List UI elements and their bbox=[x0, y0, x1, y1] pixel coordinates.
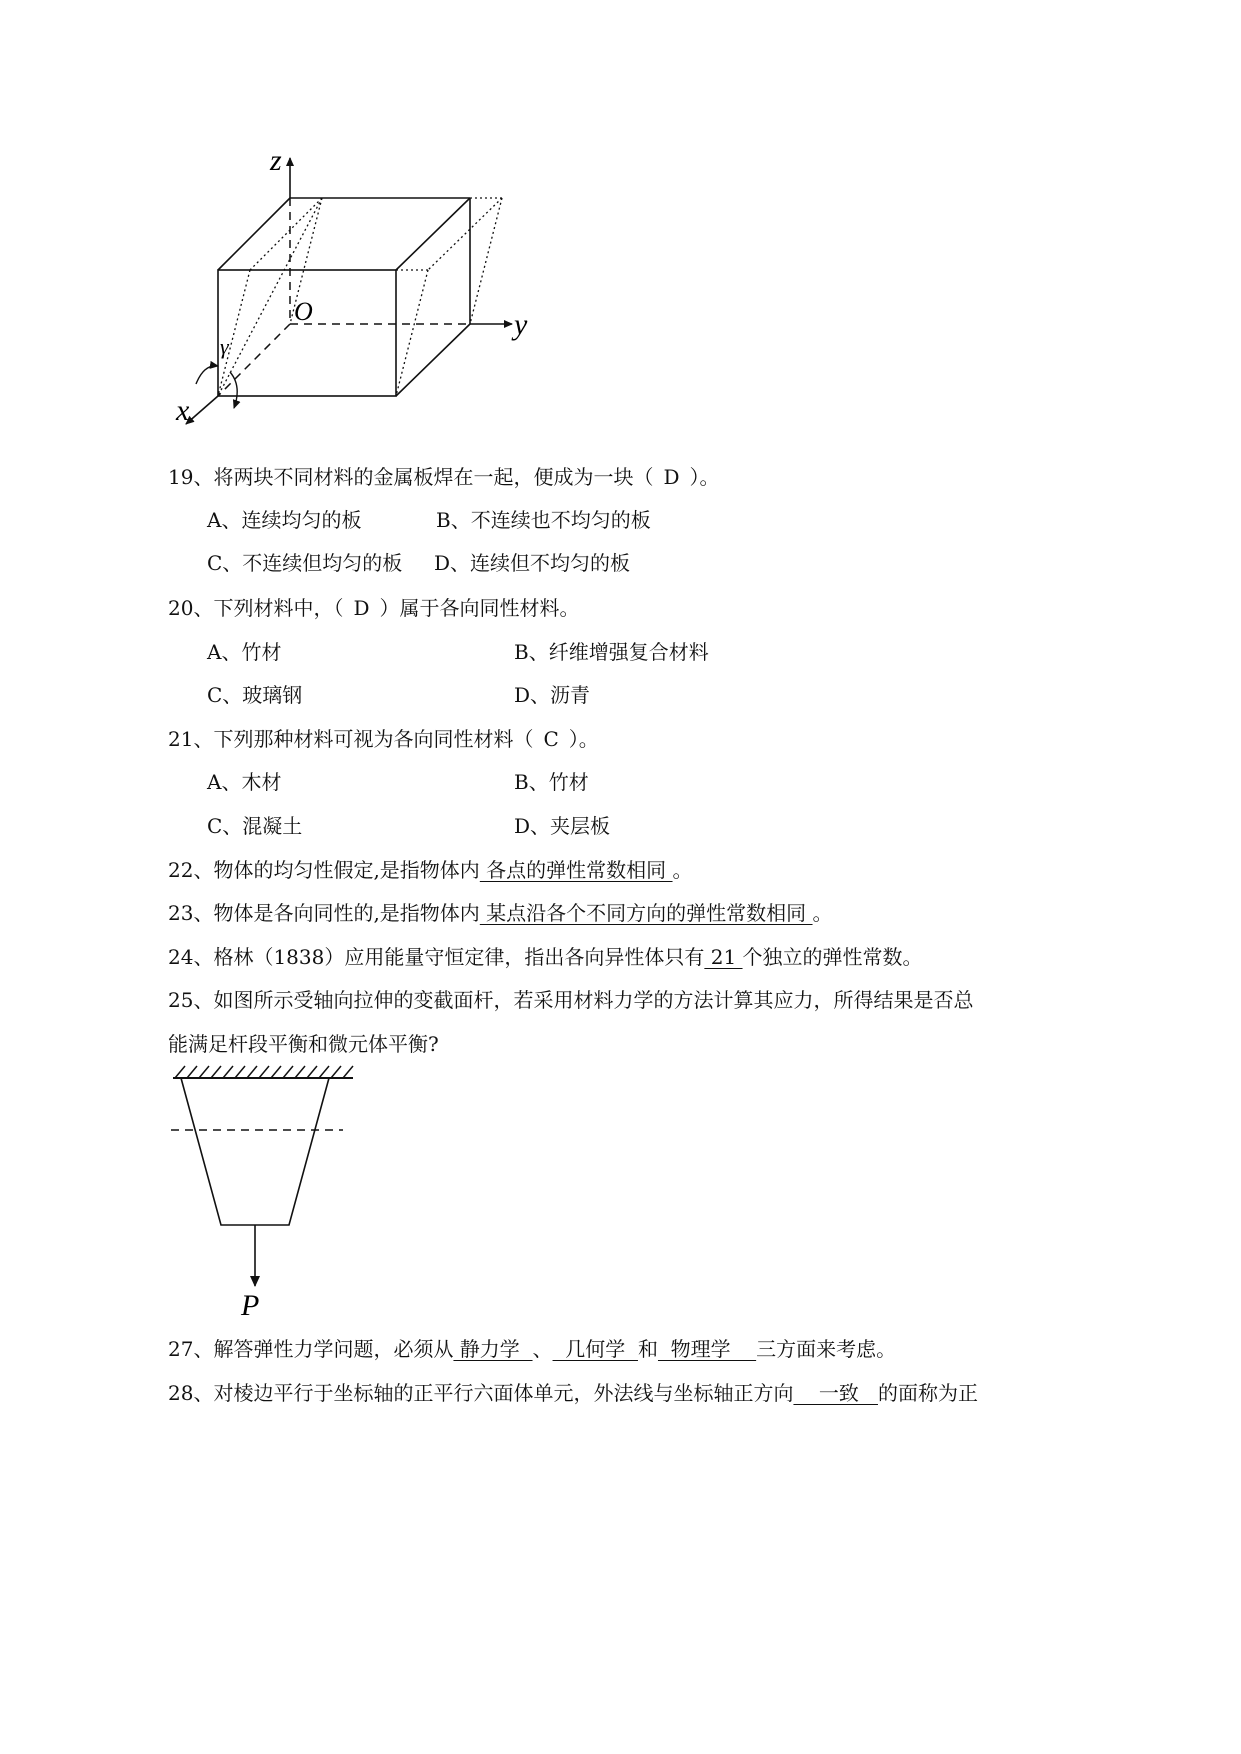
q21-option-d: D、夹层板 bbox=[514, 814, 611, 838]
blank-24: 21 bbox=[704, 945, 743, 969]
blank-23: 某点沿各个不同方向的弹性常数相同 bbox=[479, 901, 813, 925]
q20-option-d: D、沥青 bbox=[514, 683, 591, 707]
question-27: 27、解答弹性力学问题，必须从 静力学 、 几何学 和 物理学 三方面来考虑。 bbox=[168, 1337, 897, 1361]
blank-27-3: 物理学 bbox=[657, 1337, 757, 1361]
question-20: 20、下列材料中，（ D ）属于各向同性材料。 bbox=[168, 596, 580, 620]
tapered-bar-figure bbox=[165, 1060, 385, 1320]
axis-z-label: z bbox=[270, 150, 282, 177]
q19-option-d: D、连续但不均匀的板 bbox=[434, 551, 631, 575]
q21-option-a: A、木材 bbox=[207, 770, 282, 794]
question-19: 19、将两块不同材料的金属板焊在一起，便成为一块（ D ）。 bbox=[168, 465, 720, 489]
answer-21: C bbox=[543, 727, 559, 751]
q20-option-b: B、纤维增强复合材料 bbox=[514, 640, 709, 664]
origin-label: O bbox=[294, 297, 313, 326]
answer-20: D bbox=[353, 596, 370, 620]
q19-option-a: A、连续均匀的板 bbox=[207, 508, 362, 532]
question-21: 21、下列那种材料可视为各向同性材料（ C ）。 bbox=[168, 727, 599, 751]
blank-27-2: 几何学 bbox=[552, 1337, 638, 1361]
load-p-label: P bbox=[241, 1289, 260, 1320]
question-24: 24、格林（1838）应用能量守恒定律，指出各向异性体只有 21 个独立的弹性常数。 bbox=[168, 945, 923, 969]
blank-22: 各点的弹性常数相同 bbox=[479, 858, 673, 882]
blank-27-1: 静力学 bbox=[453, 1337, 533, 1361]
answer-19: D bbox=[663, 465, 680, 489]
q21-option-c: C、混凝土 bbox=[207, 814, 303, 838]
axis-y-label: y bbox=[514, 308, 528, 341]
q21-option-b: B、竹材 bbox=[514, 770, 589, 794]
q20-option-c: C、玻璃钢 bbox=[207, 683, 303, 707]
question-22: 22、物体的均匀性假定,是指物体内 各点的弹性常数相同 。 bbox=[168, 858, 693, 882]
question-28: 28、对棱边平行于坐标轴的正平行六面体单元，外法线与坐标轴正方向 一致 的面称为正 bbox=[168, 1381, 978, 1405]
question-25-line-2: 能满足杆段平衡和微元体平衡? bbox=[168, 1032, 439, 1056]
shear-cube-figure bbox=[160, 150, 580, 450]
blank-28: 一致 bbox=[793, 1381, 878, 1405]
q19-option-c: C、不连续但均匀的板 bbox=[207, 551, 403, 575]
shear-angle-label: γ bbox=[220, 334, 229, 359]
q19-option-b: B、不连续也不均匀的板 bbox=[436, 508, 651, 532]
question-23: 23、物体是各向同性的,是指物体内 某点沿各个不同方向的弹性常数相同 。 bbox=[168, 901, 833, 925]
question-25-line-1: 25、如图所示受轴向拉伸的变截面杆，若采用材料力学的方法计算其应力，所得结果是否总 bbox=[168, 988, 974, 1012]
axis-x-label: x bbox=[176, 394, 190, 427]
q20-option-a: A、竹材 bbox=[207, 640, 282, 664]
